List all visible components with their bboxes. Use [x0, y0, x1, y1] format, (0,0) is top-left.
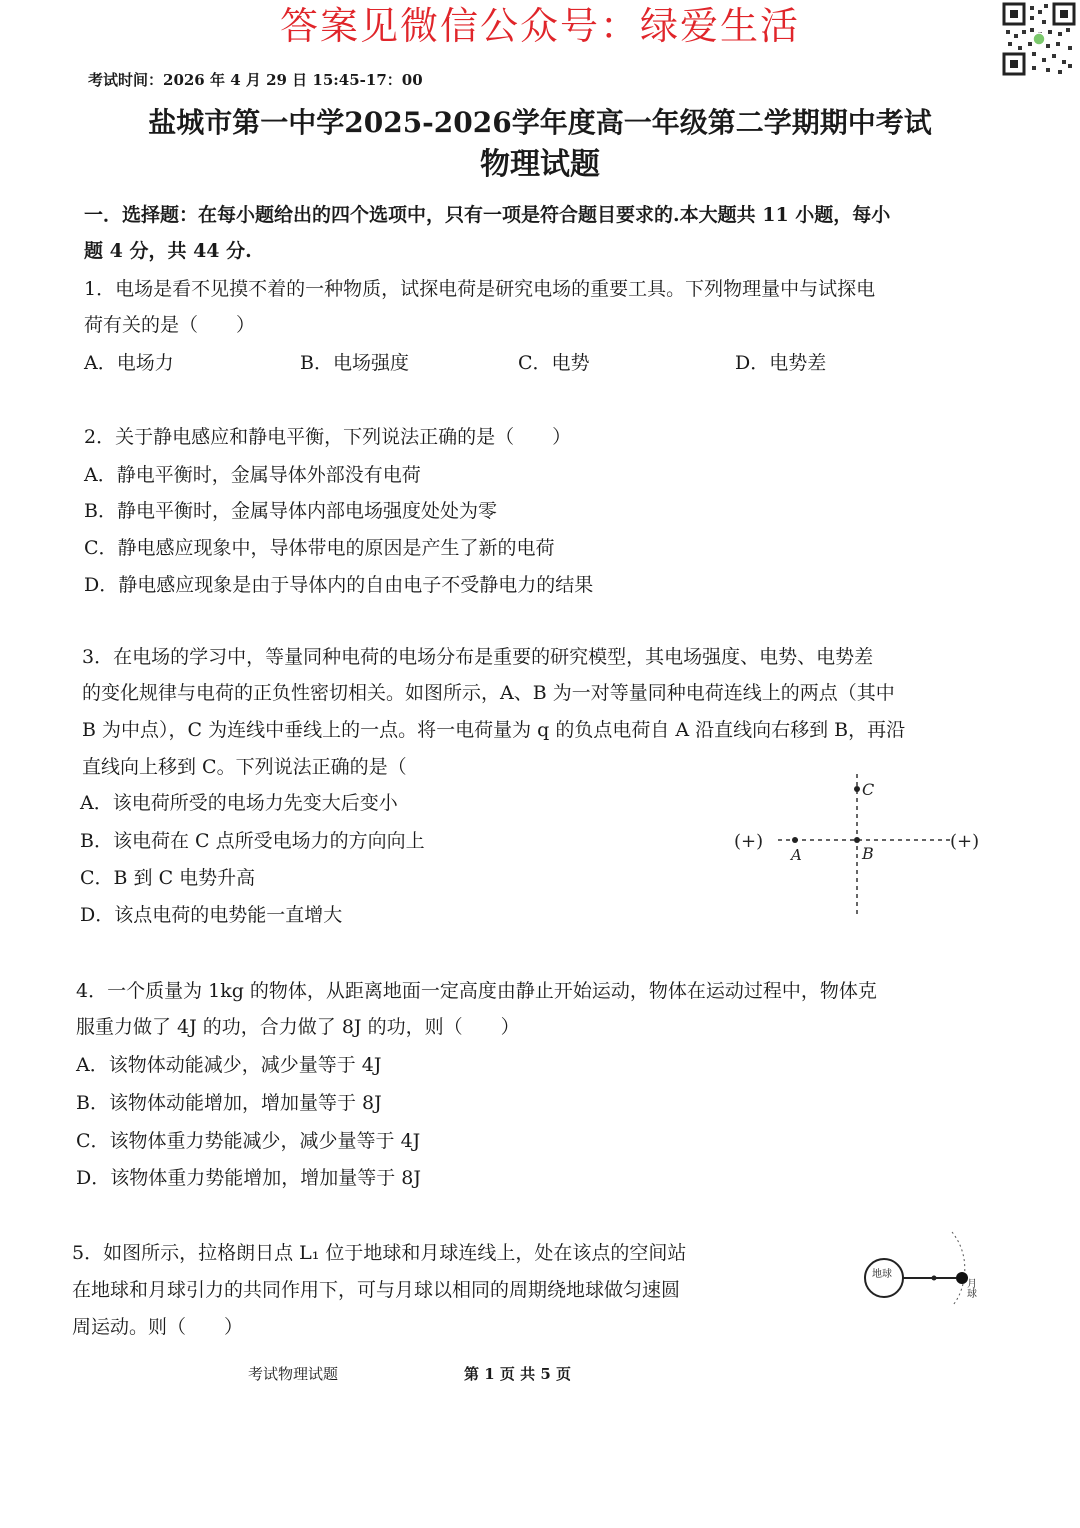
q1-option-d: D．电势差: [735, 352, 827, 374]
q3-stem-line3: B 为中点），C 为连线中垂线上的一点。将一电荷量为 q 的负点电荷自 A 沿直线向右移到 B，再沿: [82, 719, 906, 741]
q1-option-c: C．电势: [518, 352, 590, 374]
q2-stem: 2．关于静电感应和静电平衡，下列说法正确的是（ ）: [84, 426, 572, 448]
q3-option-c: C．B 到 C 电势升高: [80, 867, 256, 889]
page-title: 盐城市第一中学2025-2026学年度高一年级第二学期期中考试: [148, 106, 932, 139]
q4-option-b: B．该物体动能增加，增加量等于 8J: [76, 1092, 382, 1114]
q5-stem-line2: 在地球和月球引力的共同作用下，可与月球以相同的周期绕地球做匀速圆: [72, 1279, 681, 1301]
point-a-dot: [792, 837, 798, 843]
q1-option-b: B．电场强度: [300, 352, 409, 374]
earth-label: 地球: [872, 1269, 892, 1280]
q2-option-d: D．静电感应现象是由于导体内的自由电子不受静电力的结果: [84, 574, 594, 596]
q2-option-a: A．静电平衡时，金属导体外部没有电荷: [84, 464, 421, 486]
point-b-dot: [854, 837, 860, 843]
l1-point: [932, 1276, 937, 1281]
section-heading-line2: 题 4 分，共 44 分.: [84, 240, 252, 262]
q3-stem-line2: 的变化规律与电荷的正负性密切相关。如图所示，A、B 为一对等量同种电荷连线上的两点（其中: [82, 682, 895, 704]
q3-option-d: D．该点电荷的电势能一直增大: [80, 904, 343, 926]
q4-option-a: A．该物体动能减少，减少量等于 4J: [76, 1054, 382, 1076]
page-subtitle: 物理试题: [480, 147, 600, 182]
q1-option-a: A．电场力: [84, 352, 174, 374]
point-c-dot: [854, 786, 860, 792]
q3-option-a: A．该电荷所受的电场力先变大后变小: [80, 792, 398, 814]
exam-time: 考试时间：2026 年 4 月 29 日 15:45-17：00: [88, 71, 423, 89]
q5-stem-line1: 5．如图所示，拉格朗日点 L₁ 位于地球和月球连线上，处在该点的空间站: [72, 1242, 687, 1264]
q3-option-b: B．该电荷在 C 点所受电场力的方向向上: [80, 830, 425, 852]
q5-stem-line3: 周运动。则（ ）: [72, 1316, 244, 1338]
point-a-label: A: [791, 846, 802, 864]
q4-stem-line2: 服重力做了 4J 的功，合力做了 8J 的功，则（ ）: [76, 1016, 520, 1038]
qr-code-icon: [1002, 2, 1076, 76]
q1-stem-line1: 1．电场是看不见摸不着的一种物质，试探电荷是研究电场的重要工具。下列物理量中与试探电: [84, 278, 876, 300]
q4-stem-line1: 4．一个质量为 1kg 的物体，从距离地面一定高度由静止开始运动，物体在运动过程中，物体克: [76, 980, 877, 1002]
point-c-label: C: [862, 780, 875, 799]
moon-label: 月球: [964, 1278, 976, 1298]
q4-option-c: C．该物体重力势能减少，减少量等于 4J: [76, 1130, 421, 1152]
q3-charge-diagram: [728, 770, 988, 920]
watermark-banner: 答案见微信公众号：绿爱生活: [279, 4, 800, 48]
q3-stem-line4: 直线向上移到 C。下列说法正确的是（: [82, 756, 407, 778]
q3-stem-line1: 3．在电场的学习中，等量同种电荷的电场分布是重要的研究模型，其电场强度、电势、电势差: [82, 646, 874, 668]
q2-option-b: B．静电平衡时，金属导体内部电场强度处处为零: [84, 500, 497, 522]
q5-earth-moon-diagram: [856, 1228, 986, 1308]
charge-left-label: (+): [734, 831, 764, 852]
point-b-label: B: [862, 844, 874, 863]
footer-page-number: 第 1 页 共 5 页: [464, 1365, 571, 1383]
q4-option-d: D．该物体重力势能增加，增加量等于 8J: [76, 1167, 421, 1189]
footer-exam-name: 考试物理试题: [248, 1365, 339, 1383]
q2-option-c: C．静电感应现象中，导体带电的原因是产生了新的电荷: [84, 537, 555, 559]
charge-right-label: (+): [950, 831, 980, 852]
section-heading-line1: 一．选择题：在每小题给出的四个选项中，只有一项是符合题目要求的.本大题共 11 小题，每小: [84, 204, 891, 226]
q1-stem-line2: 荷有关的是（ ）: [84, 314, 256, 336]
